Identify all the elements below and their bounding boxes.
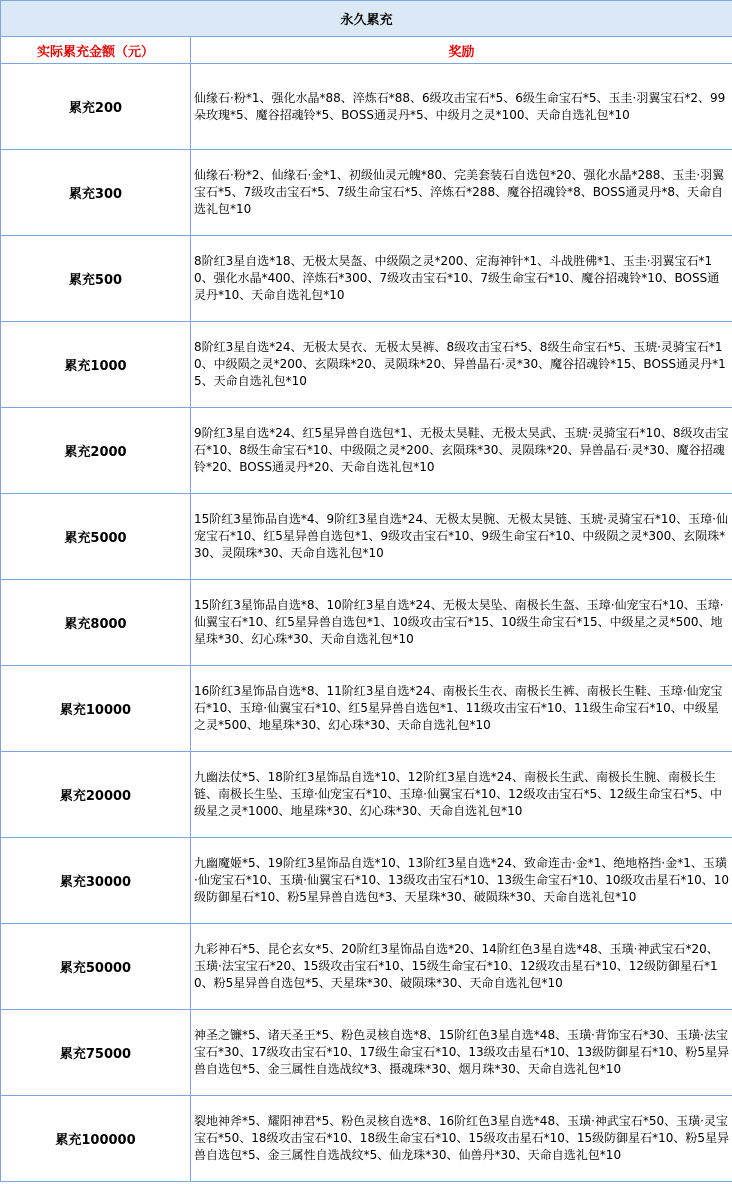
header-reward: 奖励 bbox=[191, 37, 732, 64]
amount-cell: 累充2000 bbox=[1, 408, 191, 494]
reward-cell: 8阶红3星自选*18、无极太昊盔、中级陨之灵*200、定海神针*1、斗战胜佛*1、玉圭·羽翼宝石*10、强化水晶*400、淬炼石*300、7级攻击宝石*10、7级生命宝石*10、魔谷招魂铃*10、BOSS通灵丹*10、天命自选礼包*10 bbox=[191, 236, 732, 322]
table-row bbox=[1, 150, 732, 236]
table-row bbox=[1, 924, 732, 1010]
reward-cell: 九幽法仗*5、18阶红3星饰品自选*10、12阶红3星自选*24、南极长生武、南极长生腕、南极长生链、南极长生坠、玉璋·仙宠宝石*10、玉璋·仙翼宝石*10、12级攻击宝石*5、12级生命宝石*5、中级星之灵*1000、地星珠*30、幻心珠*30、天命自选礼包*10 bbox=[191, 752, 732, 838]
table-row bbox=[1, 580, 732, 666]
amount-cell: 累充30000 bbox=[1, 838, 191, 924]
table-row bbox=[1, 1096, 732, 1182]
amount-cell: 累充500 bbox=[1, 236, 191, 322]
reward-cell: 8阶红3星自选*24、无极太昊衣、无极太昊裤、8级攻击宝石*5、8级生命宝石*5、玉琥·灵骑宝石*10、中级陨之灵*200、玄陨珠*20、灵陨珠*20、异兽晶石·灵*30、魔谷招魂铃*15、BOSS通灵丹*15、天命自选礼包*10 bbox=[191, 322, 732, 408]
table-title-row bbox=[1, 1, 732, 37]
table-row bbox=[1, 752, 732, 838]
table-title: 永久累充 bbox=[1, 1, 732, 37]
reward-cell: 9阶红3星自选*24、红5星异兽自选包*1、无极太昊鞋、无极太昊武、玉琥·灵骑宝石*10、8级攻击宝石*10、8级生命宝石*10、中级陨之灵*200、玄陨珠*30、灵陨珠*20、异兽晶石·灵*30、魔谷招魂铃*20、BOSS通灵丹*20、天命自选礼包*10 bbox=[191, 408, 732, 494]
reward-cell: 15阶红3星饰品自选*4、9阶红3星自选*24、无极太昊腕、无极太昊链、玉琥·灵骑宝石*10、玉璋·仙宠宝石*10、红5星异兽自选包*1、9级攻击宝石*10、9级生命宝石*10、中级陨之灵*300、玄陨珠*30、灵陨珠*30、天命自选礼包*10 bbox=[191, 494, 732, 580]
amount-cell: 累充200 bbox=[1, 64, 191, 150]
reward-cell: 裂地神斧*5、耀阳神君*5、粉色灵核自选*8、16阶红色3星自选*48、玉璜·神武宝石*50、玉璜·灵宝宝石*50、18级攻击宝石*10、18级生命宝石*10、15级攻击星石*10、15级防御星石*10、粉5星异兽自选包*5、金三属性自选战纹*5、仙龙珠*30、仙兽丹*30、天命自选礼包*10 bbox=[191, 1096, 732, 1182]
table-row bbox=[1, 322, 732, 408]
reward-cell: 15阶红3星饰品自选*8、10阶红3星自选*24、无极太昊坠、南极长生盔、玉璋·仙宠宝石*10、玉璋·仙翼宝石*10、红5星异兽自选包*1、10级攻击宝石*15、10级生命宝石*15、中级星之灵*500、地星珠*30、幻心珠*30、天命自选礼包*10 bbox=[191, 580, 732, 666]
table-row bbox=[1, 666, 732, 752]
table-row bbox=[1, 838, 732, 924]
reward-cell: 神圣之镰*5、诸天圣王*5、粉色灵核自选*8、15阶红色3星自选*48、玉璜·背饰宝石*30、玉璜·法宝宝石*30、17级攻击宝石*10、17级生命宝石*10、13级攻击星石*10、13级防御星石*10、粉5星异兽自选包*5、金三属性自选战纹*3、摄魂珠*30、烟月珠*30、天命自选礼包*10 bbox=[191, 1010, 732, 1096]
table-row bbox=[1, 494, 732, 580]
amount-cell: 累充1000 bbox=[1, 322, 191, 408]
amount-cell: 累充300 bbox=[1, 150, 191, 236]
reward-cell: 16阶红3星饰品自选*8、11阶红3星自选*24、南极长生衣、南极长生裤、南极长生鞋、玉璋·仙宠宝石*10、玉璋·仙翼宝石*10、红5星异兽自选包*1、11级攻击宝石*10、11级生命宝石*10、中级星之灵*500、地星珠*30、幻心珠*30、天命自选礼包*10 bbox=[191, 666, 732, 752]
reward-cell: 九幽魔姬*5、19阶红3星饰品自选*10、13阶红3星自选*24、致命连击·金*1、绝地格挡·金*1、玉璜·仙宠宝石*10、玉璜·仙翼宝石*10、13级攻击宝石*10、13级生命宝石*10、10级攻击星石*10、10级防御星石*10、粉5星异兽自选包*3、天星珠*30、破陨珠*30、天命自选礼包*10 bbox=[191, 838, 732, 924]
amount-cell: 累充8000 bbox=[1, 580, 191, 666]
reward-cell: 九彩神石*5、昆仑玄女*5、20阶红3星饰品自选*20、14阶红色3星自选*48、玉璜·神武宝石*20、玉璜·法宝宝石*20、15级攻击宝石*10、15级生命宝石*10、12级攻击星石*10、12级防御星石*10、粉5星异兽自选包*5、天星珠*30、破陨珠*30、天命自选礼包*10 bbox=[191, 924, 732, 1010]
table-row bbox=[1, 408, 732, 494]
reward-cell: 仙缘石·粉*1、强化水晶*88、淬炼石*88、6级攻击宝石*5、6级生命宝石*5、玉圭·羽翼宝石*2、99朵玫瑰*5、魔谷招魂铃*5、BOSS通灵丹*5、中级月之灵*100、天命自选礼包*10 bbox=[191, 64, 732, 150]
amount-cell: 累充50000 bbox=[1, 924, 191, 1010]
amount-cell: 累充20000 bbox=[1, 752, 191, 838]
amount-cell: 累充10000 bbox=[1, 666, 191, 752]
amount-cell: 累充75000 bbox=[1, 1010, 191, 1096]
table-row bbox=[1, 1010, 732, 1096]
amount-cell: 累充5000 bbox=[1, 494, 191, 580]
header-amount: 实际累充金额（元） bbox=[1, 37, 191, 64]
table-row bbox=[1, 236, 732, 322]
table-header-row bbox=[1, 37, 732, 64]
amount-cell: 累充100000 bbox=[1, 1096, 191, 1182]
table-row bbox=[1, 64, 732, 150]
reward-cell: 仙缘石·粉*2、仙缘石·金*1、初级仙灵元魄*80、完美套装石自选包*20、强化水晶*288、玉圭·羽翼宝石*5、7级攻击宝石*5、7级生命宝石*5、淬炼石*288、魔谷招魂铃*8、BOSS通灵丹*8、天命自选礼包*10 bbox=[191, 150, 732, 236]
